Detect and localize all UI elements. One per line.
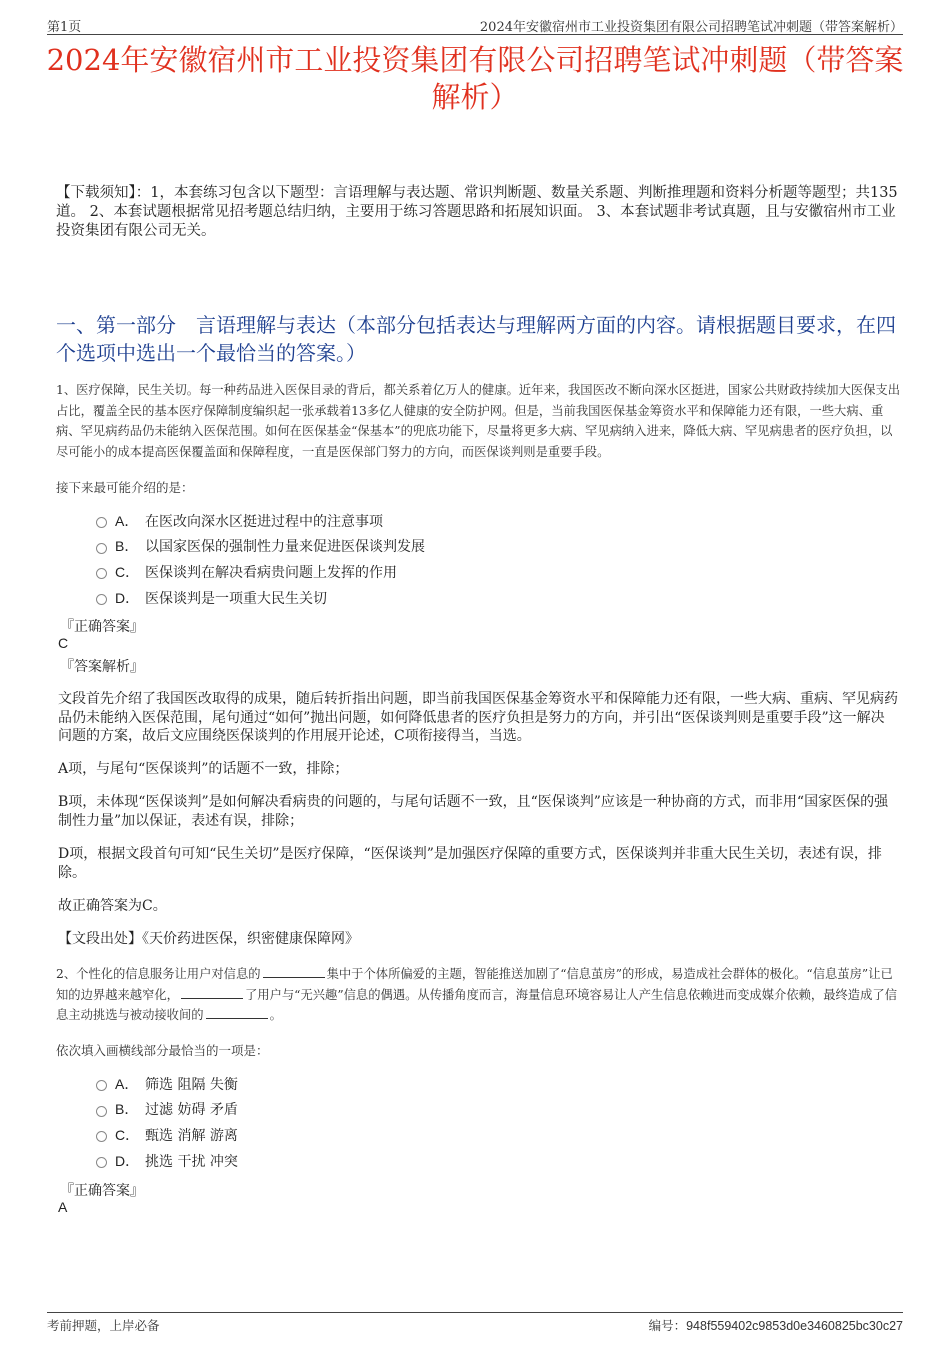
radio-icon[interactable] <box>96 594 107 605</box>
option-d[interactable]: D． 挑选 干扰 冲突 <box>96 1148 238 1174</box>
footer-slogan: 考前押题，上岸必备 <box>47 1318 160 1333</box>
option-b[interactable]: B． 过滤 妨碍 矛盾 <box>96 1097 238 1123</box>
option-text: 挑选 干扰 冲突 <box>145 1153 238 1170</box>
option-a[interactable]: A． 在医改向深水区挺进过程中的注意事项 <box>96 508 425 534</box>
option-d[interactable]: D． 医保谈判是一项重大民生关切 <box>96 585 425 611</box>
option-a[interactable]: A． 筛选 阻隔 失衡 <box>96 1071 238 1097</box>
option-text: 医保谈判在解决看病贵问题上发挥的作用 <box>145 564 397 581</box>
radio-icon[interactable] <box>96 543 107 554</box>
option-text: 医保谈判是一项重大民生关切 <box>145 590 327 607</box>
answer-value: C <box>58 635 69 651</box>
page-footer <box>47 1312 903 1331</box>
radio-icon[interactable] <box>96 1106 107 1117</box>
question-1-options <box>96 508 425 610</box>
blank-line <box>263 967 325 978</box>
answer-label: 『正确答案』 <box>60 619 144 635</box>
option-c[interactable]: C． 甄选 消解 游离 <box>96 1122 238 1148</box>
question-1-prompt: 接下来最可能介绍的是： <box>56 480 194 495</box>
radio-icon[interactable] <box>96 568 107 579</box>
option-text: 甄选 消解 游离 <box>145 1127 238 1144</box>
analysis-paragraph: D项，根据文段首句可知“民生关切”是医疗保障，“医保谈判”是加强医疗保障的重要方式，医保谈判并非重大民生关切，表述有误，排除。 <box>58 846 882 881</box>
radio-icon[interactable] <box>96 1080 107 1091</box>
page-number: 第1页 <box>47 20 82 35</box>
question-1-text: 1、医疗保障，民生关切。每一种药品进入医保目录的背后，都关系着亿万人的健康。近年来，我国医改不断向深水区挺进，国家公共财政持续加大医保支出占比，覆盖全民的基本医疗保障制度编织起一张承载着13多亿人健康的安全防护网。但是，当前我国医保基金筹资水平和保障能力还有限，一些大病、重病、罕见病药品仍未能纳入医保范围。如何在医保基金“保基本”的兜底功能下，尽量将更多大病、罕见病纳入进来，降低大病、罕见病患者的医疗负担，以尽可能小的成本提高医保覆盖面和保障程度，一直是医保部门努力的方向，而医保谈判则是重要手段。 <box>56 383 901 459</box>
analysis-label: 『答案解析』 <box>60 659 144 675</box>
option-text: 筛选 阻隔 失衡 <box>145 1076 238 1093</box>
download-notice: 【下载须知】：1，本套练习包含以下题型：言语理解与表达题、常识判断题、数量关系题、判断推理题和资料分析题等题型；共135道。 2、本套试题根据常见招考题总结归纳，主要用于练习答题思路和拓展知识面。 3、本套试题非考试真题，且与安徽宿州市工业投资集团有限公司无关。 <box>56 185 898 239</box>
radio-icon[interactable] <box>96 1157 107 1168</box>
radio-icon[interactable] <box>96 517 107 528</box>
header-doc-title: 2024年安徽宿州市工业投资集团有限公司招聘笔试冲刺题（带答案解析） <box>479 20 903 35</box>
option-text: 以国家医保的强制性力量来促进医保谈判发展 <box>145 539 425 556</box>
radio-icon[interactable] <box>96 1131 107 1142</box>
option-text: 在医改向深水区挺进过程中的注意事项 <box>145 513 383 530</box>
blank-line <box>206 1008 268 1019</box>
question-2-text: 2、个性化的信息服务让用户对信息的 集中于个体所偏爱的主题，智能推送加剧了“信息茧房”的形成，易造成社会群体的极化。“信息茧房”让已知的边界越来越窄化， 了用户与“无兴趣”信息的偶遇。从传播角度而言，海量信息环境容易让人产生信息依赖进而变成媒介依赖，最终造成了信息主动挑选与被动接收间的 。 <box>56 967 897 1022</box>
question-2-options <box>96 1071 238 1173</box>
analysis-paragraph: B项，未体现“医保谈判”是如何解决看病贵的问题的，与尾句话题不一致，且“医保谈判”应该是一种协商的方式，而非用“国家医保的强制性力量”加以保证，表述有误，排除； <box>58 794 889 829</box>
footer-code: 编号：948f559402c9853d0e3460825bc30c27 <box>648 1318 903 1333</box>
analysis-paragraph: 故正确答案为C。 <box>58 898 167 914</box>
question-2-prompt: 依次填入画横线部分最恰当的一项是： <box>56 1043 269 1058</box>
answer-label: 『正确答案』 <box>60 1183 144 1199</box>
option-b[interactable]: B． 以国家医保的强制性力量来促进医保谈判发展 <box>96 534 425 560</box>
analysis-paragraph: A项，与尾句“医保谈判”的话题不一致，排除； <box>58 761 349 777</box>
page-title: 2024年安徽宿州市工业投资集团有限公司招聘笔试冲刺题（带答案解析） <box>46 43 904 114</box>
blank-line <box>181 988 243 999</box>
page-header <box>47 14 903 35</box>
option-c[interactable]: C． 医保谈判在解决看病贵问题上发挥的作用 <box>96 559 425 585</box>
answer-value: A <box>58 1199 68 1215</box>
section-title: 一、第一部分 言语理解与表达（本部分包括表达与理解两方面的内容。请根据题目要求，在四个选项中选出一个最恰当的答案。） <box>56 313 896 365</box>
analysis-paragraph: 文段首先介绍了我国医改取得的成果，随后转折指出问题，即当前我国医保基金筹资水平和保障能力还有限，一些大病、重病、罕见病药品仍未能纳入医保范围，尾句通过“如何”抛出问题，如何降低患者的医疗负担是努力的方向，并引出“医保谈判则是重要手段”这一解决问题的方案，故后文应围绕医保谈判的作用展开论述，C项衔接得当，当选。 <box>58 691 898 744</box>
source-citation: 【文段出处】《天价药进医保，织密健康保障网》 <box>58 931 359 947</box>
option-text: 过滤 妨碍 矛盾 <box>145 1102 238 1119</box>
